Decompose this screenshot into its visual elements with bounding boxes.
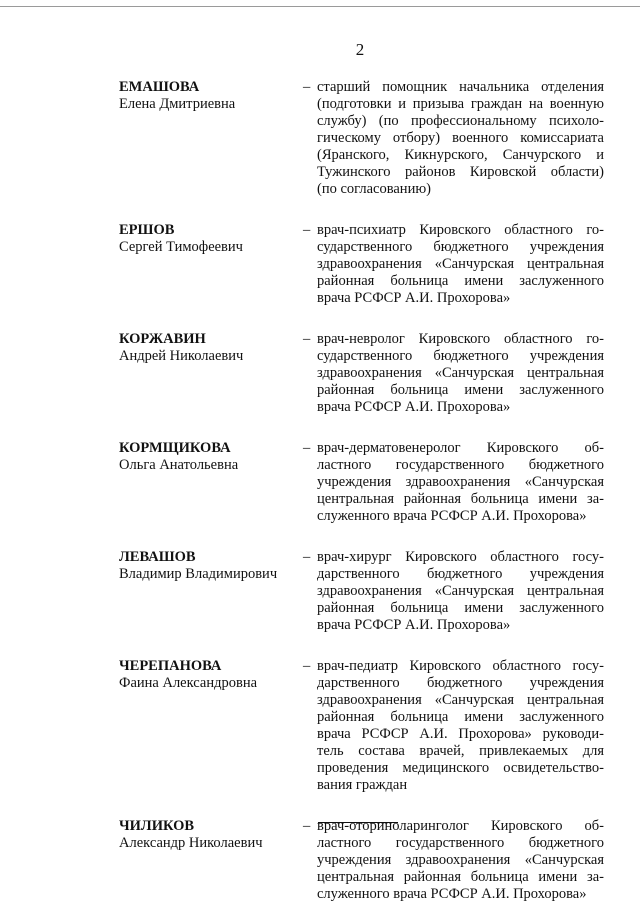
top-edge-rule	[0, 6, 640, 7]
member-surname: КОРМЩИКОВА	[119, 440, 231, 456]
member-entry	[119, 440, 604, 525]
page-number: 2	[355, 40, 365, 59]
description-line: здравоохранения «Санчурская центральная	[317, 692, 604, 708]
member-name-block	[119, 549, 303, 634]
description-line: дарственного бюджетного учреждения	[317, 566, 604, 582]
description-line: ластного государственного бюджетного	[317, 835, 604, 851]
description-line: врача РСФСР А.И. Прохорова»	[317, 290, 511, 306]
description-line: центральная районная больница имени за-	[317, 869, 604, 885]
member-entry	[119, 79, 604, 198]
dash-marker: –	[303, 658, 311, 674]
description-line: врача РСФСР А.И. Прохорова» руководи-	[317, 726, 604, 742]
description-line: Тужинского районов Кировской области)	[317, 164, 604, 180]
member-role-block	[303, 818, 604, 903]
description-line: врач-оториноларинголог Кировского об-	[317, 818, 604, 834]
description-line: районная больница имени заслуженного	[317, 273, 604, 289]
member-surname: ЧЕРЕПАНОВА	[119, 658, 222, 674]
member-position-description	[317, 222, 604, 307]
dash-marker: –	[303, 79, 311, 95]
member-surname: ЛЕВАШОВ	[119, 549, 196, 565]
description-line: служенного врача РСФСР А.И. Прохорова»	[317, 508, 587, 524]
member-role-block	[303, 658, 604, 794]
member-surname: ЕМАШОВА	[119, 79, 200, 95]
member-name-block	[119, 331, 303, 416]
member-position-description	[317, 79, 604, 198]
member-entry	[119, 658, 604, 794]
description-line: дарственного бюджетного учреждения	[317, 675, 604, 691]
description-line: районная больница имени заслуженного	[317, 382, 604, 398]
member-name-block	[119, 658, 303, 794]
member-entry	[119, 818, 604, 903]
member-name-block	[119, 440, 303, 525]
member-surname: ЧИЛИКОВ	[119, 818, 195, 834]
description-line: старший помощник начальника отделения	[317, 79, 604, 95]
member-position-description	[317, 549, 604, 634]
dash-marker: –	[303, 331, 311, 347]
description-line: учреждения здравоохранения «Санчурская	[317, 474, 604, 490]
member-given-name: Фаина Александровна	[119, 675, 258, 691]
member-given-name: Андрей Николаевич	[119, 348, 244, 364]
member-surname: КОРЖАВИН	[119, 331, 206, 347]
member-given-name: Ольга Анатольевна	[119, 457, 239, 473]
member-name-block	[119, 818, 303, 903]
member-entry	[119, 222, 604, 307]
member-position-description	[317, 818, 604, 903]
description-line: здравоохранения «Санчурская центральная	[317, 583, 604, 599]
dash-marker: –	[303, 440, 311, 456]
dash-marker: –	[303, 222, 311, 238]
member-given-name: Сергей Тимофеевич	[119, 239, 243, 255]
description-line: врач-дерматовенеролог Кировского об-	[317, 440, 604, 456]
description-line: районная больница имени заслуженного	[317, 600, 604, 616]
member-position-description	[317, 658, 604, 794]
description-line: (подготовки и призыва граждан на военную	[317, 96, 604, 112]
dash-marker: –	[303, 818, 311, 834]
description-line: центральная районная больница имени за-	[317, 491, 604, 507]
member-given-name: Александр Николаевич	[119, 835, 263, 851]
member-name-block	[119, 222, 303, 307]
description-line: врача РСФСР А.И. Прохорова»	[317, 399, 511, 415]
dash-marker: –	[303, 549, 311, 565]
commission-member-list	[119, 79, 604, 903]
description-line: служенного врача РСФСР А.И. Прохорова»	[317, 886, 587, 902]
member-given-name: Елена Дмитриевна	[119, 96, 236, 112]
member-surname: ЕРШОВ	[119, 222, 175, 238]
description-line: сударственного бюджетного учреждения	[317, 239, 604, 255]
description-line: гическому отбору) военного комиссариата	[317, 130, 604, 146]
description-line: (Яранского, Кикнурского, Санчурского и	[317, 147, 604, 163]
member-position-description	[317, 331, 604, 416]
description-line: (по согласованию)	[317, 181, 431, 197]
description-line: врач-хирург Кировского областного госу-	[317, 549, 604, 565]
member-given-name: Владимир Владимирович	[119, 566, 278, 582]
description-line: учреждения здравоохранения «Санчурская	[317, 852, 604, 868]
description-line: районная больница имени заслуженного	[317, 709, 604, 725]
description-line: вания граждан	[317, 777, 408, 793]
member-role-block	[303, 79, 604, 198]
description-line: службу) (по профессиональному психоло-	[317, 113, 604, 129]
member-role-block	[303, 222, 604, 307]
closing-rule	[318, 822, 398, 823]
member-name-block	[119, 79, 303, 198]
member-role-block	[303, 331, 604, 416]
description-line: ластного государственного бюджетного	[317, 457, 604, 473]
member-role-block	[303, 549, 604, 634]
description-line: врач-невролог Кировского областного го-	[317, 331, 604, 347]
member-role-block	[303, 440, 604, 525]
description-line: тель состава врачей, привлекаемых для	[317, 743, 604, 759]
member-entry	[119, 331, 604, 416]
description-line: врач-педиатр Кировского областного госу-	[317, 658, 604, 674]
member-position-description	[317, 440, 604, 525]
description-line: сударственного бюджетного учреждения	[317, 348, 604, 364]
description-line: здравоохранения «Санчурская центральная	[317, 365, 604, 381]
description-line: врача РСФСР А.И. Прохорова»	[317, 617, 511, 633]
description-line: проведения медицинского освидетельство-	[317, 760, 604, 776]
description-line: здравоохранения «Санчурская центральная	[317, 256, 604, 272]
member-entry	[119, 549, 604, 634]
description-line: врач-психиатр Кировского областного го-	[317, 222, 604, 238]
